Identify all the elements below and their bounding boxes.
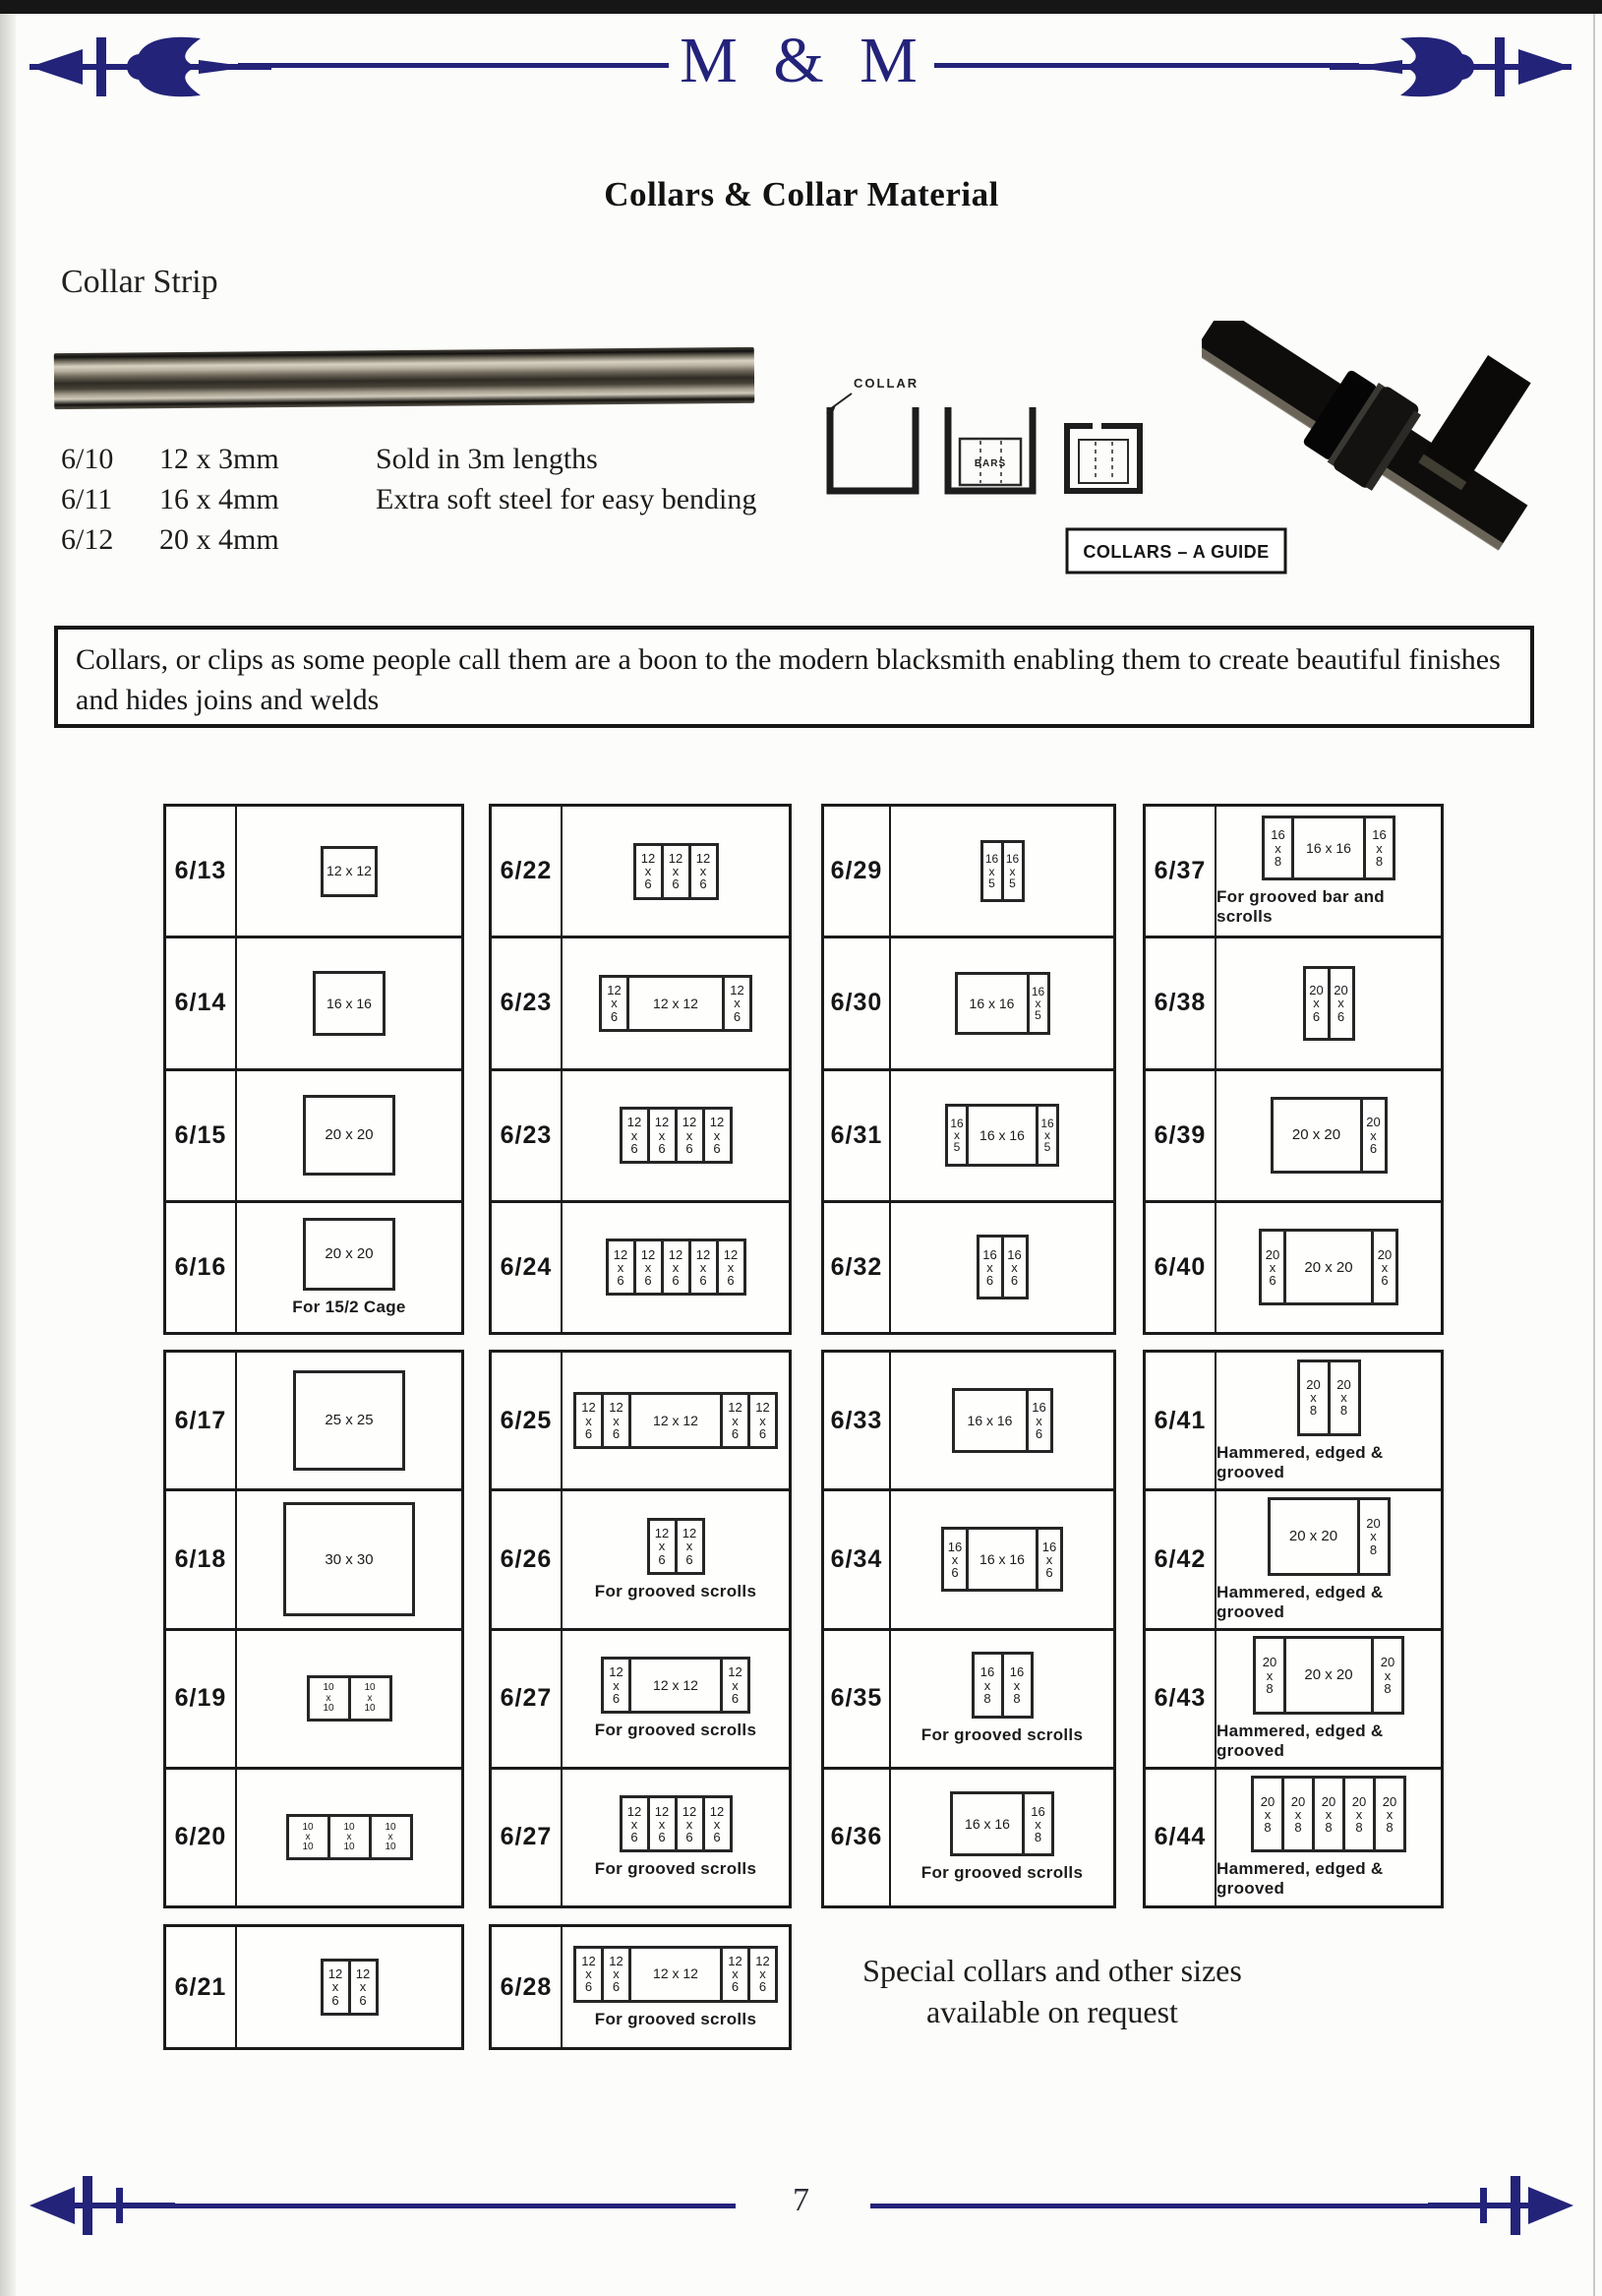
product-code: 6/13 [166, 807, 237, 936]
row-diagram-area [1216, 807, 1441, 936]
size-diagram [293, 1370, 405, 1471]
row-caption: Hammered, edged & grooved [1216, 1582, 1384, 1621]
collar-product-photo [1202, 321, 1541, 567]
catalog-row [824, 936, 1113, 1067]
size-diagram [1297, 1359, 1361, 1436]
row-diagram-area [237, 1353, 461, 1488]
catalog-row [492, 1927, 789, 2047]
catalog-row [166, 1488, 461, 1627]
product-code: 6/29 [824, 807, 891, 936]
size-cell: 12 x 12 [628, 1946, 723, 2003]
product-code: 6/39 [1146, 1071, 1216, 1200]
size-cell: 20 x 8 [1251, 1776, 1284, 1852]
size-diagram [303, 1095, 395, 1176]
row-diagram-area [1216, 938, 1441, 1067]
size-diagram [952, 1388, 1053, 1453]
row-diagram-area [891, 1491, 1113, 1627]
size-cell: 12 x 6 [601, 1392, 631, 1449]
row-diagram-area [563, 1491, 789, 1627]
catalog-row [166, 1767, 461, 1905]
size-cell: 12 x 6 [702, 1795, 733, 1852]
catalog-table [821, 1350, 1116, 1908]
product-note: Sold in 3m lengths [376, 443, 598, 475]
product-code: 6/27 [492, 1631, 563, 1767]
row-diagram-area [237, 938, 461, 1067]
size-diagram [950, 1791, 1054, 1856]
product-code: 6/23 [492, 1071, 563, 1200]
product-code: 6/11 [61, 483, 113, 515]
product-code: 6/34 [824, 1491, 891, 1627]
product-code: 6/18 [166, 1491, 237, 1627]
size-cell: 20 x 20 [303, 1095, 395, 1176]
size-cell: 12 x 12 [321, 846, 378, 897]
size-diagram [941, 1527, 1063, 1592]
size-cell: 10 x 10 [327, 1814, 372, 1860]
special-note-line1: Special collars and other sizes [862, 1953, 1242, 1988]
row-caption: For grooved scrolls [594, 2009, 757, 2028]
row-diagram-area [563, 1071, 789, 1200]
product-code: 6/41 [1146, 1353, 1216, 1488]
row-caption: Hammered, edged & grooved [1216, 1859, 1384, 1899]
product-code: 6/24 [492, 1203, 563, 1332]
footer-rule-right [870, 2204, 1436, 2208]
size-cell: 12 x 6 [661, 843, 691, 900]
size-cell: 12 x 6 [647, 1107, 678, 1164]
size-cell: 12 x 6 [647, 1518, 678, 1575]
product-code: 6/19 [166, 1631, 237, 1767]
size-diagram [633, 843, 719, 900]
row-caption: For 15/2 Cage [292, 1297, 406, 1316]
size-diagram [1251, 1776, 1406, 1852]
catalog-table [1143, 804, 1444, 1335]
size-diagram [1262, 816, 1395, 880]
product-code: 6/25 [492, 1353, 563, 1488]
catalog-row [166, 936, 461, 1067]
size-cell: 20 x 8 [1357, 1497, 1391, 1576]
size-diagram [1271, 1097, 1388, 1174]
size-diagram [977, 1235, 1029, 1299]
size-cell: 20 x 6 [1303, 966, 1331, 1041]
size-cell: 12 x 6 [675, 1107, 705, 1164]
row-diagram-area [891, 1071, 1113, 1200]
catalog-row [492, 1353, 789, 1488]
size-cell: 12 x 6 [633, 843, 664, 900]
collar-strip-heading: Collar Strip [61, 264, 218, 300]
size-cell: 20 x 20 [303, 1218, 395, 1291]
info-box [54, 626, 1534, 728]
size-cell: 20 x 20 [1268, 1497, 1360, 1576]
row-diagram-area [237, 1927, 461, 2047]
size-cell: 12 x 6 [720, 1392, 750, 1449]
special-note-line2: available on request [926, 1994, 1178, 2029]
catalog-row [166, 1353, 461, 1488]
product-note [376, 521, 808, 558]
row-diagram-area [237, 1491, 461, 1627]
row-diagram-area [563, 1203, 789, 1332]
size-cell: 12 x 6 [675, 1518, 705, 1575]
guide-caption: COLLARS – A GUIDE [1083, 542, 1270, 562]
size-cell: 16 x 8 [1022, 1791, 1054, 1856]
size-diagram [321, 846, 378, 897]
row-caption: For grooved scrolls [594, 1859, 757, 1879]
product-code: 6/12 [61, 523, 114, 556]
size-diagram [980, 840, 1025, 902]
size-cell: 20 x 8 [1342, 1776, 1376, 1852]
size-cell: 25 x 25 [293, 1370, 405, 1471]
row-diagram-area [237, 1071, 461, 1200]
product-code: 6/10 [61, 443, 114, 475]
size-cell: 16 x 16 [950, 1791, 1025, 1856]
catalog-row [1146, 1767, 1441, 1905]
size-cell: 12 x 6 [722, 975, 752, 1032]
catalog-row [166, 1200, 461, 1332]
size-cell: 20 x 8 [1371, 1636, 1404, 1715]
size-diagram [599, 975, 752, 1032]
size-diagram [601, 1657, 750, 1714]
catalog-row [824, 1353, 1113, 1488]
collar-strip-product-list [61, 441, 808, 558]
row-diagram-area [563, 1631, 789, 1767]
catalog-row [492, 1488, 789, 1627]
product-code: 6/20 [166, 1770, 237, 1905]
catalog-row [824, 807, 1113, 936]
product-code: 6/38 [1146, 938, 1216, 1067]
special-note [787, 1950, 1318, 2032]
size-cell: 12 x 12 [626, 975, 725, 1032]
catalog-table [1143, 1350, 1444, 1908]
size-cell: 12 x 6 [606, 1239, 636, 1296]
size-cell: 20 x 20 [1283, 1636, 1374, 1715]
row-diagram-area [1216, 1071, 1441, 1200]
size-cell: 16 x 8 [1363, 816, 1395, 880]
size-cell: 16 x 16 [1291, 816, 1366, 880]
size-cell: 10 x 10 [369, 1814, 413, 1860]
size-cell: 16 x 5 [1027, 972, 1050, 1035]
size-cell: 20 x 8 [1328, 1359, 1361, 1436]
header-ornament-right-icon [1330, 28, 1575, 106]
size-cell: 12 x 12 [628, 1657, 723, 1714]
size-cell: 16 x 16 [966, 1527, 1038, 1592]
size-cell: 20 x 8 [1312, 1776, 1345, 1852]
size-diagram [972, 1652, 1034, 1719]
size-cell: 16 x 16 [313, 971, 386, 1036]
size-diagram [620, 1795, 733, 1852]
product-code: 6/26 [492, 1491, 563, 1627]
row-diagram-area [237, 1770, 461, 1905]
size-cell: 16 x 5 [945, 1104, 969, 1167]
row-caption: For grooved scrolls [594, 1721, 757, 1740]
size-cell: 12 x 6 [601, 1946, 631, 2003]
size-cell: 16 x 6 [941, 1527, 969, 1592]
product-code: 6/32 [824, 1203, 891, 1332]
size-diagram [307, 1675, 392, 1722]
catalog-row [492, 1767, 789, 1905]
product-code: 6/33 [824, 1353, 891, 1488]
product-code: 6/22 [492, 807, 563, 936]
size-diagram [1303, 966, 1355, 1041]
row-diagram-area [563, 1353, 789, 1488]
size-cell: 16 x 8 [972, 1652, 1004, 1719]
size-cell: 10 x 10 [286, 1814, 330, 1860]
catalog-row [1146, 936, 1441, 1067]
size-diagram [955, 972, 1050, 1035]
size-cell: 20 x 6 [1328, 966, 1355, 1041]
product-size: 16 x 4mm [159, 483, 279, 515]
row-diagram-area [891, 1353, 1113, 1488]
catalog-row [492, 807, 789, 936]
size-cell: 30 x 30 [283, 1502, 415, 1616]
catalog-row [824, 1628, 1113, 1767]
size-cell: 20 x 20 [1283, 1229, 1374, 1305]
size-cell: 16 x 6 [1026, 1388, 1053, 1453]
row-diagram-area [1216, 1491, 1441, 1627]
size-diagram [573, 1946, 778, 2003]
guide-open-collar [830, 407, 916, 491]
size-diagram [283, 1502, 415, 1616]
bars-label: BARS [974, 458, 1007, 469]
row-diagram-area [1216, 1203, 1441, 1332]
row-caption: For grooved scrolls [920, 1863, 1084, 1883]
catalog-row [166, 1628, 461, 1767]
size-cell: 16 x 16 [966, 1104, 1038, 1167]
size-cell: 12 x 6 [620, 1107, 650, 1164]
size-cell: 20 x 8 [1297, 1359, 1331, 1436]
product-code: 6/27 [492, 1770, 563, 1905]
size-cell: 20 x 20 [1271, 1097, 1363, 1174]
size-cell: 20 x 8 [1253, 1636, 1286, 1715]
size-cell: 12 x 6 [688, 1239, 719, 1296]
catalog-row [492, 1200, 789, 1332]
size-cell: 12 x 6 [747, 1392, 778, 1449]
catalog-table [163, 1350, 464, 1908]
product-code: 6/42 [1146, 1491, 1216, 1627]
catalog-table [163, 1924, 464, 2050]
size-cell: 12 x 6 [702, 1107, 733, 1164]
row-diagram-area [563, 807, 789, 936]
size-cell: 12 x 6 [647, 1795, 678, 1852]
catalog-row [492, 936, 789, 1067]
size-cell: 16 x 8 [1001, 1652, 1034, 1719]
size-cell: 20 x 8 [1281, 1776, 1315, 1852]
catalog-table [489, 804, 792, 1335]
size-diagram [286, 1814, 413, 1860]
product-code: 6/30 [824, 938, 891, 1067]
size-cell: 12 x 6 [601, 1657, 631, 1714]
size-cell: 20 x 8 [1373, 1776, 1406, 1852]
row-diagram-area [237, 1203, 461, 1332]
size-diagram [1253, 1636, 1404, 1715]
row-diagram-area [891, 1770, 1113, 1905]
size-cell: 12 x 6 [599, 975, 629, 1032]
catalog-row [1146, 1068, 1441, 1200]
size-cell: 12 x 12 [628, 1392, 723, 1449]
product-code: 6/28 [492, 1927, 563, 2047]
size-cell: 12 x 6 [348, 1959, 379, 2016]
row-diagram-area [891, 1631, 1113, 1767]
row-diagram-area [563, 1770, 789, 1905]
row-caption: For grooved scrolls [594, 1581, 757, 1601]
size-cell: 12 x 6 [716, 1239, 746, 1296]
catalog-row [1146, 807, 1441, 936]
row-diagram-area [1216, 1770, 1441, 1905]
size-cell: 12 x 6 [675, 1795, 705, 1852]
collar-strip-photo [54, 347, 754, 409]
product-code: 6/36 [824, 1770, 891, 1905]
size-cell: 20 x 6 [1259, 1229, 1286, 1305]
catalog-table [489, 1924, 792, 2050]
row-caption: For grooved bar and scrolls [1216, 887, 1385, 927]
catalog-row [824, 1767, 1113, 1905]
catalog-row [824, 1488, 1113, 1627]
size-cell: 12 x 6 [321, 1959, 351, 2016]
size-cell: 12 x 6 [688, 843, 719, 900]
size-cell: 20 x 6 [1360, 1097, 1388, 1174]
row-diagram-area [1216, 1353, 1441, 1488]
size-diagram [1259, 1229, 1398, 1305]
footer-arrow-right-icon [1428, 2174, 1575, 2237]
catalog-row [492, 1628, 789, 1767]
size-cell: 16 x 6 [1036, 1527, 1063, 1592]
product-code: 6/37 [1146, 807, 1216, 936]
size-diagram [1268, 1497, 1391, 1576]
size-cell: 10 x 10 [307, 1675, 351, 1722]
product-code: 6/43 [1146, 1631, 1216, 1767]
catalog-row [166, 807, 461, 936]
product-code: 6/17 [166, 1353, 237, 1488]
row-caption: For grooved scrolls [920, 1725, 1084, 1745]
row-diagram-area [563, 938, 789, 1067]
size-cell: 12 x 6 [620, 1795, 650, 1852]
product-code: 6/23 [492, 938, 563, 1067]
size-diagram [303, 1218, 395, 1291]
size-diagram [321, 1959, 379, 2016]
size-cell: 12 x 6 [720, 1946, 750, 2003]
catalog-row [166, 1927, 461, 2047]
size-cell: 16 x 16 [955, 972, 1030, 1035]
size-diagram [620, 1107, 733, 1164]
catalog-row [1146, 1353, 1441, 1488]
size-cell: 16 x 8 [1262, 816, 1294, 880]
size-cell: 16 x 5 [1001, 840, 1025, 902]
collar-label: COLLAR [854, 376, 920, 391]
row-diagram-area [891, 938, 1113, 1067]
row-diagram-area [563, 1927, 789, 2047]
size-cell: 12 x 6 [720, 1657, 750, 1714]
catalog-row [166, 1068, 461, 1200]
size-cell: 12 x 6 [747, 1946, 778, 2003]
size-cell: 16 x 6 [1001, 1235, 1029, 1299]
catalog-row [1146, 1200, 1441, 1332]
product-code: 6/14 [166, 938, 237, 1067]
product-code: 6/31 [824, 1071, 891, 1200]
product-code: 6/40 [1146, 1203, 1216, 1332]
product-code: 6/44 [1146, 1770, 1216, 1905]
size-cell: 16 x 5 [980, 840, 1004, 902]
page-number: 7 [793, 2182, 809, 2218]
catalog-table [821, 804, 1116, 1335]
info-box-text: Collars, or clips as some people call them are a boon to the modern blacksmith enabling them to create beautiful finishes and hides joins and welds [76, 643, 1501, 716]
size-cell: 12 x 6 [573, 1946, 604, 2003]
catalog-row [1146, 1488, 1441, 1627]
size-cell: 20 x 6 [1371, 1229, 1398, 1305]
scan-edge-left [0, 14, 16, 2296]
catalog-row [492, 1068, 789, 1200]
size-diagram [606, 1239, 746, 1296]
catalog-row [1146, 1628, 1441, 1767]
row-caption: Hammered, edged & grooved [1216, 1442, 1384, 1481]
catalog-table [163, 804, 464, 1335]
row-diagram-area [1216, 1631, 1441, 1767]
size-cell: 12 x 6 [573, 1392, 604, 1449]
row-diagram-area [237, 1631, 461, 1767]
row-diagram-area [891, 1203, 1113, 1332]
product-code: 6/15 [166, 1071, 237, 1200]
size-cell: 16 x 16 [952, 1388, 1029, 1453]
scan-edge-top [0, 0, 1602, 14]
scan-edge-right [1593, 14, 1595, 2296]
catalog-row [824, 1200, 1113, 1332]
size-diagram [647, 1518, 705, 1575]
catalog-row [824, 1068, 1113, 1200]
row-diagram-area [891, 807, 1113, 936]
size-diagram [945, 1104, 1059, 1167]
size-diagram [313, 971, 386, 1036]
size-diagram [573, 1392, 778, 1449]
product-code: 6/21 [166, 1927, 237, 2047]
size-cell: 16 x 6 [977, 1235, 1004, 1299]
size-cell: 12 x 6 [633, 1239, 664, 1296]
product-size: 12 x 3mm [159, 443, 279, 475]
product-code: 6/35 [824, 1631, 891, 1767]
size-cell: 16 x 5 [1036, 1104, 1059, 1167]
product-note: Extra soft steel for easy bending [376, 483, 757, 515]
size-cell: 12 x 6 [661, 1239, 691, 1296]
brand-title: M & M [680, 25, 922, 96]
size-cell: 10 x 10 [348, 1675, 392, 1722]
product-code: 6/16 [166, 1203, 237, 1332]
catalog-table [489, 1350, 792, 1908]
header-rule-right [934, 63, 1359, 68]
page-title: Collars & Collar Material [604, 175, 999, 213]
product-size: 20 x 4mm [159, 523, 279, 556]
row-caption: Hammered, edged & grooved [1216, 1722, 1384, 1761]
row-diagram-area [237, 807, 461, 936]
